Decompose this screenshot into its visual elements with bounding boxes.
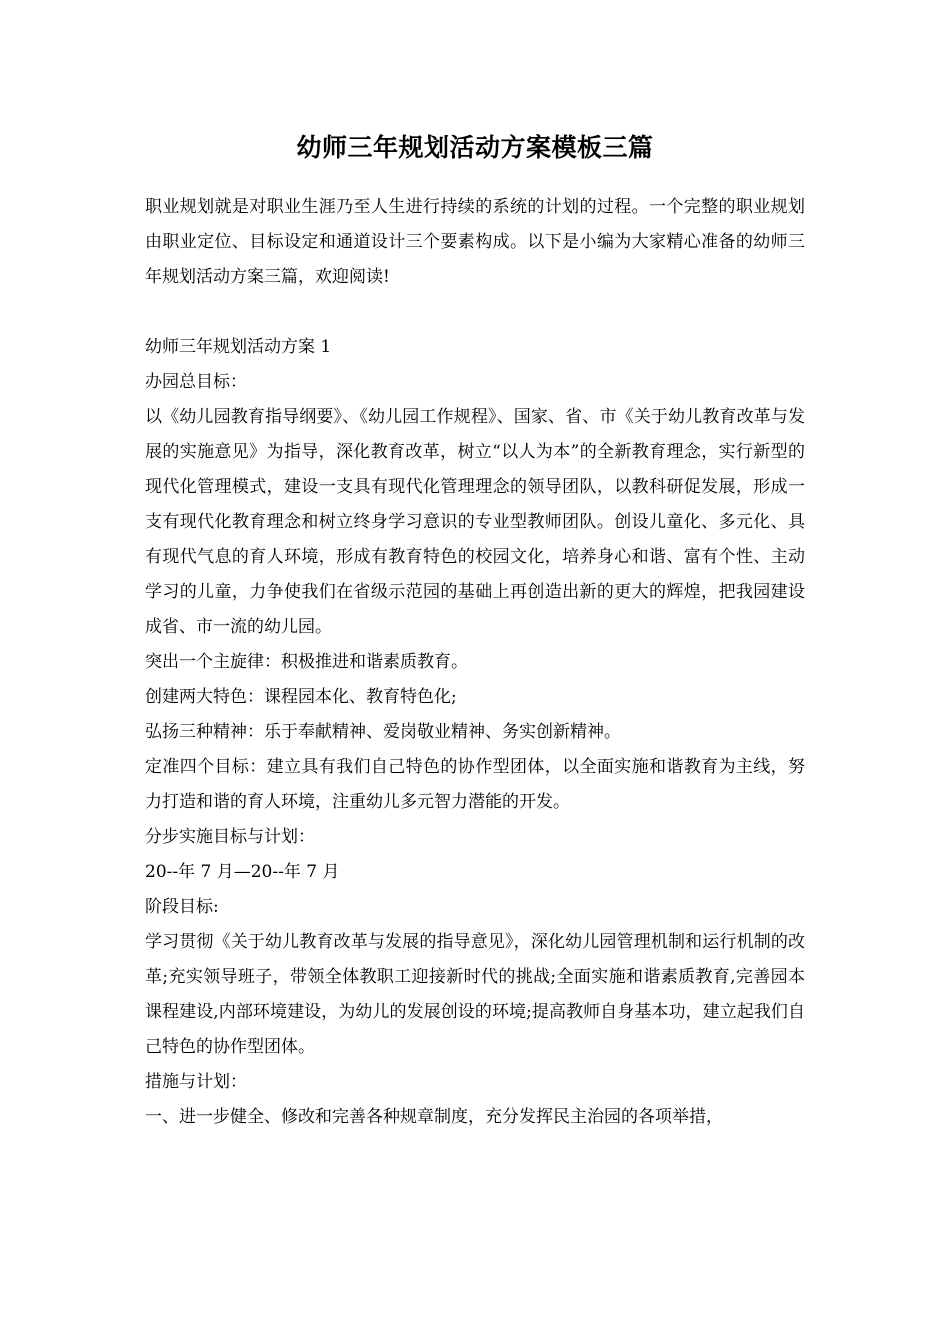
item-one: 突出一个主旋律：积极推进和谐素质教育。 — [145, 652, 468, 672]
stage-label: 阶段目标: — [145, 897, 219, 917]
document-page — [145, 128, 805, 1135]
item-four: 定准四个目标：建立具有我们自己特色的协作型团体，以全面实施和谐教育为主线，努力打造和谐的育人环境，注重幼儿多元智力潜能的开发。 — [145, 757, 805, 812]
goal-label: 办园总目标： — [145, 372, 247, 392]
stage-paragraph: 学习贯彻《关于幼儿教育改革与发展的指导意见》，深化幼儿园管理机制和运行机制的改革;充实领导班子，带领全体教职工迎接新时代的挑战;全面实施和谐素质教育,完善园本课程建设,内部环境建设，为幼儿的发展创设的环境;提高教师自身基本功，建立起我们自己特色的协作型团体。 — [145, 932, 805, 1057]
section-heading: 幼师三年规划活动方案 1 — [145, 337, 332, 357]
goal-paragraph: 以《幼儿园教育指导纲要》、《幼儿园工作规程》、国家、省、市《关于幼儿教育改革与发展的实施意见》为指导，深化教育改革，树立“以人为本”的全新教育理念，实行新型的现代化管理模式，建设一支具有现代化管理理念的领导团队，以教科研促发展，形成一支有现代化教育理念和树立终身学习意识的专业型教师团队。创设儿童化、多元化、具有现代气息的育人环境，形成有教育特色的校园文化，培养身心和谐、富有个性、主动学习的儿童，力争使我们在省级示范园的基础上再创造出新的更大的辉煌，把我园建设成省、市一流的幼儿园。 — [145, 407, 805, 637]
measures-label: 措施与计划： — [145, 1072, 247, 1092]
steps-label: 分步实施目标与计划： — [145, 827, 315, 847]
paragraph-spacer — [145, 295, 805, 330]
item-two: 创建两大特色：课程园本化、教育特色化; — [145, 687, 457, 707]
intro-paragraph: 职业规划就是对职业生涯乃至人生进行持续的系统的计划的过程。一个完整的职业规划由职业定位、目标设定和通道设计三个要素构成。以下是小编为大家精心准备的幼师三年规划活动方案三篇，欢迎阅读! — [145, 197, 805, 287]
document-title: 幼师三年规划活动方案模板三篇 — [296, 133, 654, 162]
item-three: 弘扬三种精神：乐于奉献精神、爱岗敬业精神、务实创新精神。 — [145, 722, 621, 742]
period-line: 20--年 7 月—20--年 7 月 — [145, 862, 340, 882]
measure-one: 一、进一步健全、修改和完善各种规章制度，充分发挥民主治园的各项举措， — [145, 1107, 723, 1127]
